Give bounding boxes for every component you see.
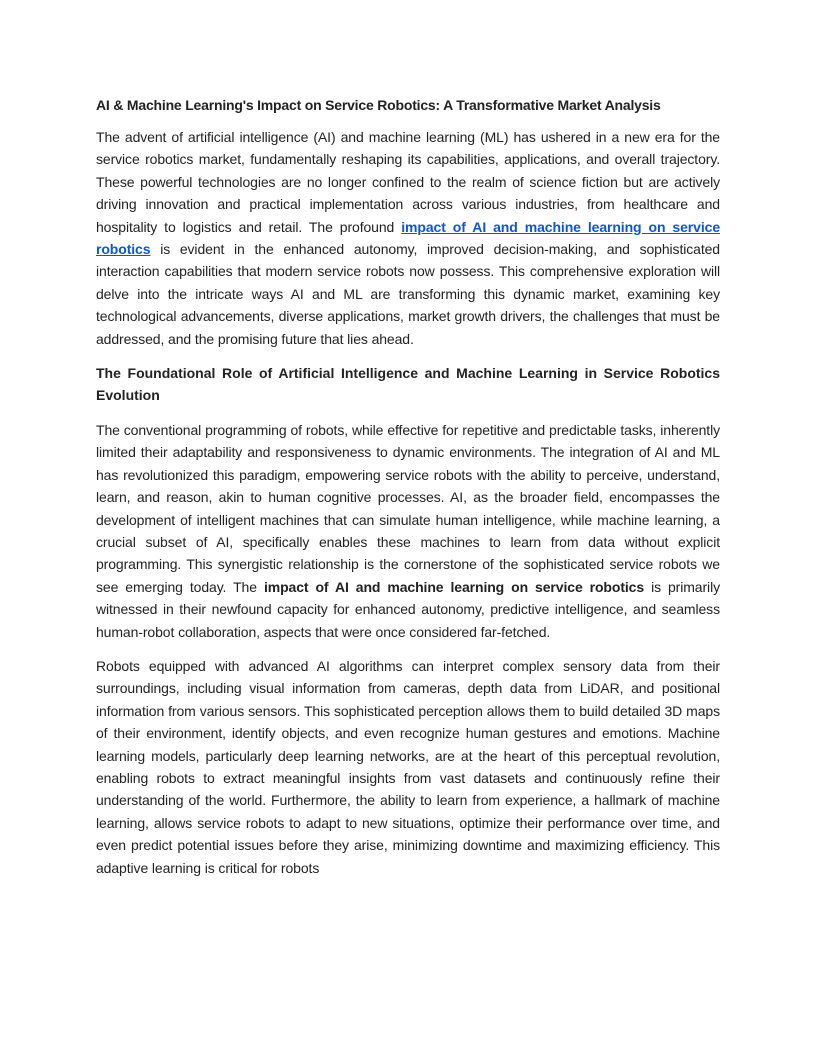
paragraph2-bold-phrase: impact of AI and machine learning on service robotics (263, 578, 645, 595)
impact-article-link[interactable]: impact of AI and machine learning on service robotics (96, 218, 720, 258)
document-page (96, 94, 720, 891)
body-paragraph-foundational (96, 419, 720, 643)
intro-text-after-link: is evident in the enhanced autonomy, improved decision-making, and sophisticated interaction capabilities that modern service robots now possess. This comprehensive exploration will delve into the intricate ways AI and ML are transforming this dynamic market, examining key technological advancements, diverse applications, market growth drivers, the challenges that must be addressed, and the promising future that lies ahead. (96, 241, 720, 347)
intro-text-before-link: The advent of artificial intelligence (AI) and machine learning (ML) has ushered in a new era for the service robotics market, fundamentally reshaping its capabilities, applications, and overall trajectory. These powerful technologies are no longer confined to the realm of science fiction but are actively driving innovation and practical implementation across various industries, from healthcare and hospitality to logistics and retail. The profound (96, 129, 720, 235)
paragraph2-text-before-bold: The conventional programming of robots, while effective for repetitive and predictable tasks, inherently limited their adaptability and responsiveness to dynamic environments. The integration of AI and ML has revolutionized this paradigm, empowering service robots with the ability to perceive, understand, learn, and reason, akin to human cognitive processes. AI, as the broader field, encompasses the development of intelligent machines that can simulate human intelligence, while machine learning, a crucial subset of AI, specifically enables these machines to learn from data without explicit programming. This synergistic relationship is the cornerstone of the sophisticated service robots we see emerging today. The (96, 421, 720, 595)
section-heading: The Foundational Role of Artificial Intelligence and Machine Learning in Service Robotics Evolution (96, 365, 720, 404)
intro-paragraph (96, 126, 720, 350)
body-paragraph-perception: Robots equipped with advanced AI algorithms can interpret complex sensory data from their surroundings, including visual information from cameras, depth data from LiDAR, and positional information from various sensors. This sophisticated perception allows them to build detailed 3D maps of their environment, identify objects, and even recognize human gestures and emotions. Machine learning models, particularly deep learning networks, are at the heart of this perceptual revolution, enabling robots to extract meaningful insights from vast datasets and continuously refine their understanding of the world. Furthermore, the ability to learn from experience, a hallmark of machine learning, allows service robots to adapt to new situations, optimize their performance over time, and even predict potential issues before they arise, minimizing downtime and maximizing efficiency. This adaptive learning is critical for robots (96, 657, 720, 876)
document-title: AI & Machine Learning's Impact on Service Robotics: A Transformative Market Analysis (96, 97, 661, 113)
paragraph2-text-after-bold: is primarily witnessed in their newfound capacity for enhanced autonomy, predictive intelligence, and seamless human-robot collaboration, aspects that were once considered far-fetched. (96, 578, 720, 640)
